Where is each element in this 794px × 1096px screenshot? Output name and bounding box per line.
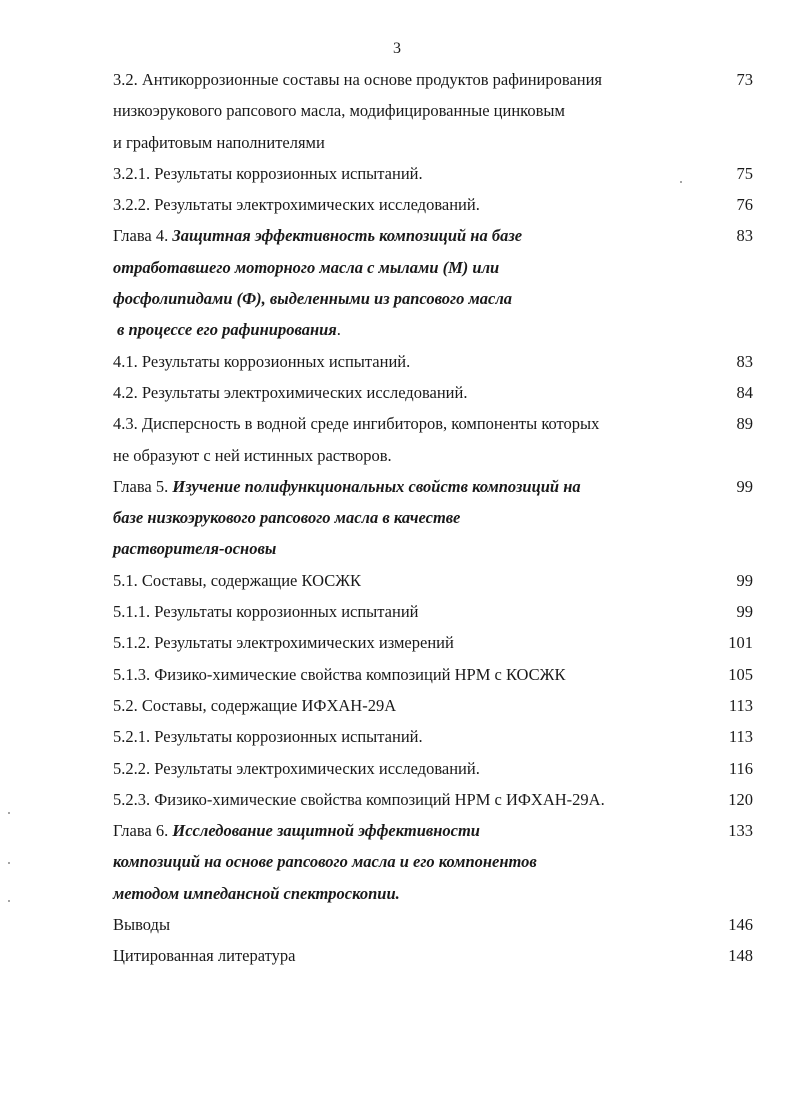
toc-entry-text: [113, 784, 605, 815]
toc-page-number: 105: [728, 664, 753, 684]
toc-entry-label: 4.3. Дисперсность в водной среде ингибиторов, компоненты которых: [113, 414, 600, 434]
toc-line: [113, 408, 753, 439]
toc-page-number: 75: [736, 163, 753, 183]
scan-speck: [8, 812, 10, 814]
toc-page-number: 99: [736, 602, 753, 622]
toc-chapter-title: Защитная эффективность композиций на базе: [172, 226, 523, 246]
toc-entry-label: 4.1. Результаты коррозионных испытаний.: [113, 351, 411, 371]
toc-page-number: 146: [728, 915, 753, 935]
toc-entry-text: [113, 940, 295, 971]
toc-entry-text: [113, 533, 276, 564]
toc-entry-label: 5.1.2. Результаты электрохимических измерений: [113, 633, 454, 653]
toc-line: [113, 189, 753, 220]
toc-entry-text: [113, 690, 396, 721]
toc-entry-text: [113, 189, 480, 220]
toc-page-number: 120: [728, 789, 753, 809]
toc-entry-text: [113, 659, 565, 690]
toc-entry-label: 3.2.1. Результаты коррозионных испытаний.: [113, 163, 423, 183]
toc-entry-label: 3.2.2. Результаты электрохимических исследований.: [113, 195, 480, 215]
toc-page-number: 148: [728, 946, 753, 966]
scan-speck: [8, 862, 10, 864]
table-of-contents: [113, 64, 753, 972]
toc-line: [113, 753, 753, 784]
toc-entry-text: [113, 408, 599, 439]
toc-entry-text: [113, 283, 512, 314]
toc-chapter-title: Исследование защитной эффективности: [172, 821, 480, 841]
toc-entry-label: Глава 4.: [113, 226, 173, 246]
toc-entry-label: 5.2.1. Результаты коррозионных испытаний.: [113, 727, 423, 747]
toc-entry-text: [113, 471, 581, 502]
toc-entry-text: [113, 158, 423, 189]
toc-line: [113, 127, 753, 158]
toc-line: [113, 440, 753, 471]
toc-entry-label: 5.2. Составы, содержащие ИФХАН-29А: [113, 695, 397, 715]
toc-entry-text: [117, 314, 341, 345]
toc-page-number: 113: [728, 727, 753, 747]
toc-entry-label: низкоэрукового рапсового масла, модифицированные цинковым: [113, 101, 565, 121]
toc-entry-text: [113, 64, 602, 95]
toc-line: [113, 471, 753, 502]
toc-line: [113, 596, 753, 627]
toc-line: [113, 878, 753, 909]
page-number: 3: [393, 40, 401, 57]
toc-line: [113, 565, 753, 596]
toc-entry-text: [113, 721, 423, 752]
toc-page-number: 113: [728, 695, 753, 715]
toc-entry-suffix: .: [336, 320, 341, 340]
toc-entry-label: и графитовым наполнителями: [113, 132, 325, 152]
toc-page-number: 73: [736, 70, 753, 89]
toc-chapter-title: композиций на основе рапсового масла и его компонентов: [113, 852, 537, 872]
toc-line: [113, 721, 753, 752]
toc-entry-text: [113, 846, 537, 877]
toc-line: [113, 283, 753, 314]
toc-page-number: 116: [728, 758, 753, 778]
toc-entry-label: 5.2.2. Результаты электрохимических исследований.: [113, 758, 480, 778]
toc-entry-text: [113, 565, 361, 596]
toc-entry-label: не образуют с ней истинных растворов.: [113, 445, 392, 465]
toc-page-number: 99: [736, 570, 753, 590]
toc-chapter-title: фосфолипидами (Ф), выделенными из рапсового масла: [113, 289, 513, 309]
toc-chapter-title: растворителя-основы: [113, 539, 277, 559]
toc-entry-label: Выводы: [113, 915, 171, 935]
toc-entry-text: [113, 127, 325, 158]
toc-page-number: 83: [736, 351, 753, 371]
toc-line: [113, 533, 753, 564]
toc-line: [113, 909, 753, 940]
toc-page-number: 133: [728, 821, 753, 841]
toc-entry-text: [113, 627, 454, 658]
toc-line: [113, 346, 753, 377]
scan-speck: [680, 181, 682, 183]
toc-entry-text: [113, 252, 499, 283]
toc-entry-text: [113, 440, 392, 471]
toc-entry-label: 5.1.1. Результаты коррозионных испытаний: [113, 602, 419, 622]
toc-line: [113, 784, 753, 815]
toc-entry-text: [113, 95, 565, 126]
scan-speck: [8, 900, 10, 902]
toc-entry-label: Глава 5.: [113, 476, 173, 496]
toc-line: [113, 95, 753, 126]
toc-line: [113, 252, 753, 283]
toc-page-number: 76: [736, 195, 753, 215]
toc-entry-label: 4.2. Результаты электрохимических исследований.: [113, 382, 468, 402]
toc-line: [113, 502, 753, 533]
toc-entry-text: [113, 346, 410, 377]
toc-chapter-title: базе низкоэрукового рапсового масла в качестве: [113, 508, 461, 528]
toc-entry-text: [113, 878, 400, 909]
toc-entry-text: [113, 377, 467, 408]
toc-page-number: 99: [736, 476, 753, 496]
toc-chapter-title: Изучение полифункциональных свойств композиций на: [172, 476, 581, 496]
toc-entry-label: 5.1.3. Физико-химические свойства композиций НРМ с КОСЖК: [113, 664, 566, 684]
toc-entry-label: 3.2. Антикоррозионные составы на основе продуктов рафинирования: [113, 70, 603, 89]
toc-entry-text: [113, 596, 418, 627]
toc-line: [113, 690, 753, 721]
toc-line: [113, 314, 753, 345]
toc-line: [113, 815, 753, 846]
toc-entry-label: Глава 6.: [113, 821, 173, 841]
toc-chapter-title: в процессе его рафинирования: [117, 320, 337, 340]
toc-line: [113, 627, 753, 658]
toc-line: [113, 377, 753, 408]
toc-line: [113, 940, 753, 971]
toc-line: [113, 220, 753, 251]
toc-line: [113, 659, 753, 690]
toc-chapter-title: отработавшего моторного масла с мылами (М) или: [113, 257, 500, 277]
toc-entry-label: Цитированная литература: [113, 946, 296, 966]
toc-line: [113, 846, 753, 877]
toc-chapter-title: методом импедансной спектроскопии.: [113, 883, 400, 903]
toc-entry-label: 5.1. Составы, содержащие КОСЖК: [113, 570, 362, 590]
toc-page-number: 101: [728, 633, 753, 653]
toc-entry-text: [113, 909, 170, 940]
toc-entry-label: 5.2.3. Физико-химические свойства композиций НРМ с ИФХАН-29А.: [113, 789, 605, 809]
toc-page-number: 83: [736, 226, 753, 246]
toc-entry-text: [113, 815, 480, 846]
toc-entry-text: [113, 753, 480, 784]
toc-line: [113, 158, 753, 189]
toc-page-number: 84: [736, 382, 753, 402]
toc-line: [113, 64, 753, 95]
toc-entry-text: [113, 502, 460, 533]
toc-page-number: 89: [736, 414, 753, 434]
toc-entry-text: [113, 220, 522, 251]
